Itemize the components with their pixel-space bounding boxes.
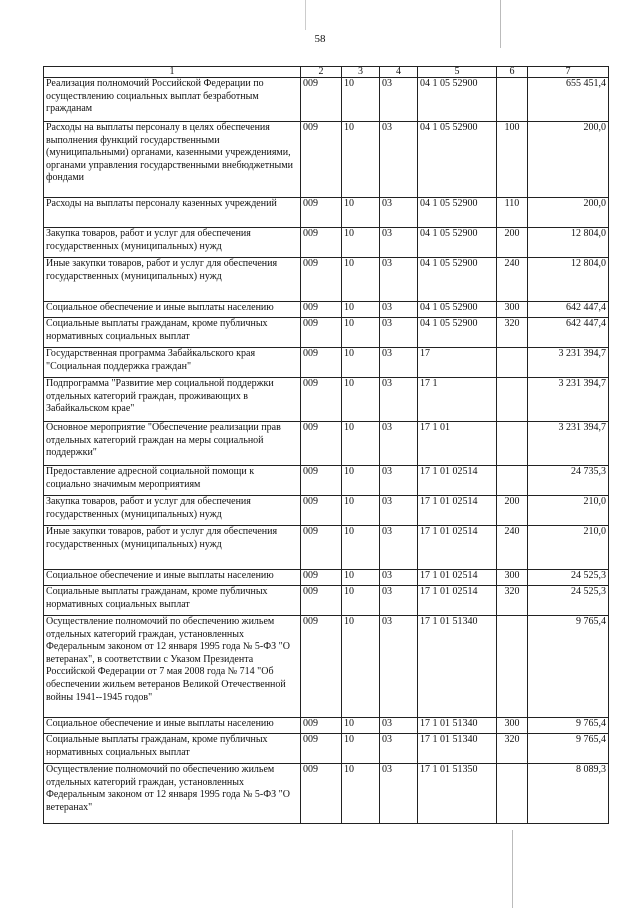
scan-artifact-line bbox=[512, 830, 513, 908]
ministry-code: 009 bbox=[301, 348, 342, 378]
expense-type-code: 240 bbox=[497, 526, 528, 570]
subsection-code: 03 bbox=[380, 302, 418, 318]
target-article-code: 17 1 01 02514 bbox=[418, 526, 497, 570]
amount: 24 525,3 bbox=[528, 586, 609, 616]
table-row bbox=[44, 302, 609, 318]
row-name: Реализация полномочий Российской Федерации по осуществлению социальных выплат безработным гражданам bbox=[44, 78, 301, 122]
subsection-code: 03 bbox=[380, 258, 418, 302]
row-name: Предоставление адресной социальной помощи к социально значимым мероприятиям bbox=[44, 466, 301, 496]
table-row bbox=[44, 526, 609, 570]
target-article-code: 04 1 05 52900 bbox=[418, 258, 497, 302]
ministry-code: 009 bbox=[301, 526, 342, 570]
expense-type-code: 300 bbox=[497, 570, 528, 586]
subsection-code: 03 bbox=[380, 764, 418, 824]
row-name: Социальное обеспечение и иные выплаты населению bbox=[44, 302, 301, 318]
table-row bbox=[44, 616, 609, 718]
table-row bbox=[44, 586, 609, 616]
amount: 9 765,4 bbox=[528, 616, 609, 718]
ministry-code: 009 bbox=[301, 616, 342, 718]
expense-type-code bbox=[497, 466, 528, 496]
section-code: 10 bbox=[342, 718, 380, 734]
expense-type-code bbox=[497, 616, 528, 718]
target-article-code: 04 1 05 52900 bbox=[418, 318, 497, 348]
amount: 9 765,4 bbox=[528, 734, 609, 764]
table-row bbox=[44, 570, 609, 586]
scan-artifact-line bbox=[305, 0, 306, 30]
row-name: Иные закупки товаров, работ и услуг для обеспечения государственных (муниципальных) нужд bbox=[44, 526, 301, 570]
subsection-code: 03 bbox=[380, 570, 418, 586]
ministry-code: 009 bbox=[301, 718, 342, 734]
row-name: Осуществление полномочий по обеспечению жильем отдельных категорий граждан, установленных Федеральным законом от 12 января 1995 года № 5-ФЗ "О ветеранах", в соответствии с Указом Президента Российской Федерации от 7 мая 2008 года № 714 "Об обеспечении жильем ветеранов Великой Отечественной войны 1941--1945 годов" bbox=[44, 616, 301, 718]
target-article-code: 17 1 bbox=[418, 378, 497, 422]
amount: 200,0 bbox=[528, 122, 609, 198]
expense-type-code: 240 bbox=[497, 258, 528, 302]
amount: 3 231 394,7 bbox=[528, 422, 609, 466]
expense-type-code: 100 bbox=[497, 122, 528, 198]
table-row bbox=[44, 348, 609, 378]
target-article-code: 17 1 01 02514 bbox=[418, 466, 497, 496]
ministry-code: 009 bbox=[301, 302, 342, 318]
budget-table bbox=[43, 66, 609, 824]
amount: 8 089,3 bbox=[528, 764, 609, 824]
subsection-code: 03 bbox=[380, 718, 418, 734]
row-name: Социальные выплаты гражданам, кроме публичных нормативных социальных выплат bbox=[44, 586, 301, 616]
section-code: 10 bbox=[342, 378, 380, 422]
section-code: 10 bbox=[342, 318, 380, 348]
amount: 3 231 394,7 bbox=[528, 348, 609, 378]
section-code: 10 bbox=[342, 526, 380, 570]
amount: 12 804,0 bbox=[528, 228, 609, 258]
subsection-code: 03 bbox=[380, 378, 418, 422]
table-row bbox=[44, 466, 609, 496]
target-article-code: 04 1 05 52900 bbox=[418, 78, 497, 122]
ministry-code: 009 bbox=[301, 198, 342, 228]
section-code: 10 bbox=[342, 78, 380, 122]
amount: 24 735,3 bbox=[528, 466, 609, 496]
target-article-code: 17 1 01 51350 bbox=[418, 764, 497, 824]
expense-type-code: 110 bbox=[497, 198, 528, 228]
row-name: Социальные выплаты гражданам, кроме публичных нормативных социальных выплат bbox=[44, 318, 301, 348]
section-code: 10 bbox=[342, 496, 380, 526]
section-code: 10 bbox=[342, 228, 380, 258]
row-name: Иные закупки товаров, работ и услуг для обеспечения государственных (муниципальных) нужд bbox=[44, 258, 301, 302]
ministry-code: 009 bbox=[301, 228, 342, 258]
target-article-code: 17 1 01 bbox=[418, 422, 497, 466]
expense-type-code: 300 bbox=[497, 302, 528, 318]
table-row bbox=[44, 122, 609, 198]
section-code: 10 bbox=[342, 734, 380, 764]
table-row bbox=[44, 378, 609, 422]
subsection-code: 03 bbox=[380, 318, 418, 348]
expense-type-code bbox=[497, 78, 528, 122]
ministry-code: 009 bbox=[301, 496, 342, 526]
row-name: Осуществление полномочий по обеспечению жильем отдельных категорий граждан, установленных Федеральным законом от 12 января 1995 года № 5-ФЗ "О ветеранах" bbox=[44, 764, 301, 824]
target-article-code: 04 1 05 52900 bbox=[418, 228, 497, 258]
expense-type-code: 200 bbox=[497, 496, 528, 526]
table-row bbox=[44, 258, 609, 302]
subsection-code: 03 bbox=[380, 616, 418, 718]
row-name: Расходы на выплаты персоналу казенных учреждений bbox=[44, 198, 301, 228]
page-number: 58 bbox=[314, 33, 326, 45]
ministry-code: 009 bbox=[301, 78, 342, 122]
section-code: 10 bbox=[342, 122, 380, 198]
expense-type-code bbox=[497, 348, 528, 378]
target-article-code: 17 1 01 02514 bbox=[418, 496, 497, 526]
column-number: 3 bbox=[342, 67, 380, 78]
ministry-code: 009 bbox=[301, 570, 342, 586]
column-number-row bbox=[44, 67, 609, 78]
table-row bbox=[44, 734, 609, 764]
target-article-code: 17 1 01 51340 bbox=[418, 616, 497, 718]
section-code: 10 bbox=[342, 198, 380, 228]
subsection-code: 03 bbox=[380, 734, 418, 764]
table-row bbox=[44, 718, 609, 734]
target-article-code: 17 1 01 51340 bbox=[418, 734, 497, 764]
row-name: Закупка товаров, работ и услуг для обеспечения государственных (муниципальных) нужд bbox=[44, 496, 301, 526]
ministry-code: 009 bbox=[301, 586, 342, 616]
target-article-code: 17 1 01 02514 bbox=[418, 586, 497, 616]
target-article-code: 17 1 01 02514 bbox=[418, 570, 497, 586]
section-code: 10 bbox=[342, 764, 380, 824]
amount: 655 451,4 bbox=[528, 78, 609, 122]
section-code: 10 bbox=[342, 570, 380, 586]
section-code: 10 bbox=[342, 616, 380, 718]
row-name: Закупка товаров, работ и услуг для обеспечения государственных (муниципальных) нужд bbox=[44, 228, 301, 258]
subsection-code: 03 bbox=[380, 198, 418, 228]
expense-type-code: 200 bbox=[497, 228, 528, 258]
expense-type-code: 320 bbox=[497, 734, 528, 764]
amount: 200,0 bbox=[528, 198, 609, 228]
table-row bbox=[44, 198, 609, 228]
column-number: 2 bbox=[301, 67, 342, 78]
ministry-code: 009 bbox=[301, 258, 342, 302]
ministry-code: 009 bbox=[301, 466, 342, 496]
target-article-code: 04 1 05 52900 bbox=[418, 302, 497, 318]
row-name: Подпрограмма "Развитие мер социальной поддержки отдельных категорий граждан, проживающих в Забайкальском крае" bbox=[44, 378, 301, 422]
table-row bbox=[44, 422, 609, 466]
expense-type-code: 320 bbox=[497, 586, 528, 616]
row-name: Расходы на выплаты персоналу в целях обеспечения выполнения функций государственными (муниципальными) органами, казенными учреждениями, органами управления государственными внебюджетными фондами bbox=[44, 122, 301, 198]
table-row bbox=[44, 228, 609, 258]
amount: 210,0 bbox=[528, 496, 609, 526]
expense-type-code: 320 bbox=[497, 318, 528, 348]
subsection-code: 03 bbox=[380, 348, 418, 378]
subsection-code: 03 bbox=[380, 122, 418, 198]
section-code: 10 bbox=[342, 586, 380, 616]
subsection-code: 03 bbox=[380, 466, 418, 496]
row-name: Социальное обеспечение и иные выплаты населению bbox=[44, 570, 301, 586]
ministry-code: 009 bbox=[301, 764, 342, 824]
target-article-code: 17 bbox=[418, 348, 497, 378]
column-number: 5 bbox=[418, 67, 497, 78]
subsection-code: 03 bbox=[380, 422, 418, 466]
table-row bbox=[44, 496, 609, 526]
section-code: 10 bbox=[342, 258, 380, 302]
section-code: 10 bbox=[342, 302, 380, 318]
row-name: Социальные выплаты гражданам, кроме публичных нормативных социальных выплат bbox=[44, 734, 301, 764]
expense-type-code bbox=[497, 422, 528, 466]
column-number: 1 bbox=[44, 67, 301, 78]
amount: 642 447,4 bbox=[528, 302, 609, 318]
subsection-code: 03 bbox=[380, 526, 418, 570]
target-article-code: 04 1 05 52900 bbox=[418, 122, 497, 198]
ministry-code: 009 bbox=[301, 122, 342, 198]
section-code: 10 bbox=[342, 466, 380, 496]
target-article-code: 17 1 01 51340 bbox=[418, 718, 497, 734]
amount: 642 447,4 bbox=[528, 318, 609, 348]
column-number: 7 bbox=[528, 67, 609, 78]
subsection-code: 03 bbox=[380, 496, 418, 526]
column-number: 4 bbox=[380, 67, 418, 78]
amount: 210,0 bbox=[528, 526, 609, 570]
target-article-code: 04 1 05 52900 bbox=[418, 198, 497, 228]
expense-type-code bbox=[497, 378, 528, 422]
table-row bbox=[44, 318, 609, 348]
amount: 12 804,0 bbox=[528, 258, 609, 302]
row-name: Основное мероприятие "Обеспечение реализации прав отдельных категорий граждан на меры социальной поддержки" bbox=[44, 422, 301, 466]
ministry-code: 009 bbox=[301, 422, 342, 466]
ministry-code: 009 bbox=[301, 318, 342, 348]
expense-type-code bbox=[497, 764, 528, 824]
subsection-code: 03 bbox=[380, 586, 418, 616]
amount: 3 231 394,7 bbox=[528, 378, 609, 422]
column-number: 6 bbox=[497, 67, 528, 78]
table-row bbox=[44, 78, 609, 122]
amount: 24 525,3 bbox=[528, 570, 609, 586]
row-name: Государственная программа Забайкальского края "Социальная поддержка граждан" bbox=[44, 348, 301, 378]
ministry-code: 009 bbox=[301, 378, 342, 422]
subsection-code: 03 bbox=[380, 228, 418, 258]
amount: 9 765,4 bbox=[528, 718, 609, 734]
ministry-code: 009 bbox=[301, 734, 342, 764]
section-code: 10 bbox=[342, 348, 380, 378]
table-row bbox=[44, 764, 609, 824]
expense-type-code: 300 bbox=[497, 718, 528, 734]
section-code: 10 bbox=[342, 422, 380, 466]
subsection-code: 03 bbox=[380, 78, 418, 122]
row-name: Социальное обеспечение и иные выплаты населению bbox=[44, 718, 301, 734]
